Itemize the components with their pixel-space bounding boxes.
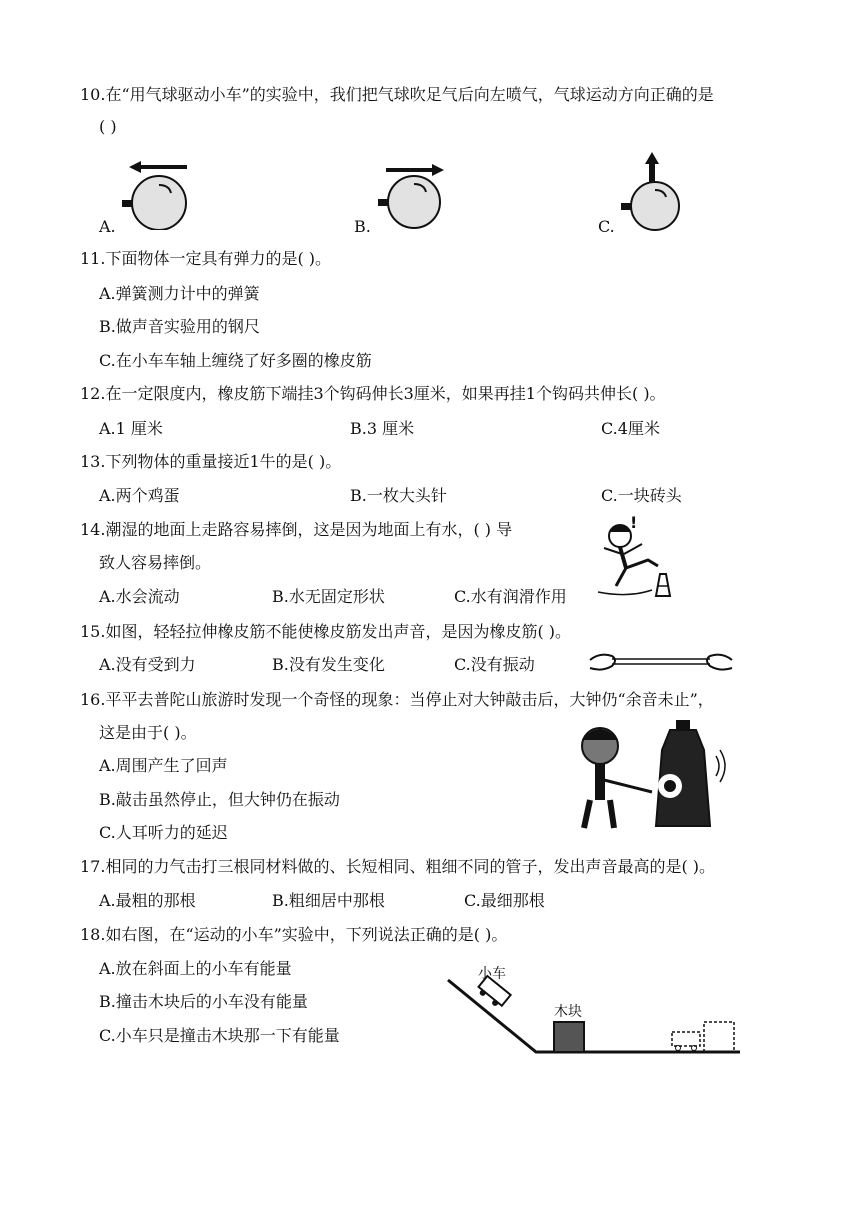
q12-option-b: B.3 厘米	[350, 419, 415, 438]
q16-option-a: A.周围产生了回声	[99, 756, 228, 775]
q18-stem: 18.如右图，在“运动的小车”实验中，下列说法正确的是( )。	[80, 925, 508, 944]
q17-option-c: C.最细那根	[464, 891, 545, 910]
arrow-right-icon	[386, 164, 444, 176]
q10-answer-blank: ( )	[99, 117, 117, 136]
q17-option-a: A.最粗的那根	[99, 891, 196, 910]
q14-stem-line1: 14.潮湿的地面上走路容易摔倒，这是因为地面上有水，( ) 导	[80, 520, 513, 539]
q13-option-a: A.两个鸡蛋	[99, 486, 180, 505]
moving-car-experiment-illustration	[446, 960, 744, 1056]
slipping-person-illustration	[592, 508, 672, 600]
q17-stem: 17.相同的力气击打三根同材料做的、长短相同、粗细不同的管子，发出声音最高的是( )。	[80, 857, 716, 876]
q17-option-b: B.粗细居中那根	[272, 891, 385, 910]
q10-stem-line1: 10.在“用气球驱动小车”的实验中，我们把气球吹足气后向左喷气，气球运动方向正确的是	[80, 85, 714, 104]
q16-option-c: C.人耳听力的延迟	[99, 823, 228, 842]
q18-option-c: C.小车只是撞击木块那一下有能量	[99, 1026, 340, 1045]
balloon-figure-b	[372, 158, 452, 230]
q15-option-a: A.没有受到力	[99, 655, 196, 674]
q15-stem: 15.如图，轻轻拉伸橡皮筋不能使橡皮筋发出声音，是因为橡皮筋( )。	[80, 622, 572, 641]
q13-option-b: B.一枚大头针	[350, 486, 447, 505]
q14-option-b: B.水无固定形状	[272, 587, 385, 606]
q13-stem: 13.下列物体的重量接近1牛的是( )。	[80, 452, 342, 471]
q10-option-a: A.	[99, 217, 116, 236]
q10-option-c: C.	[598, 217, 615, 236]
block-label: 木块	[554, 1004, 582, 1020]
q15-option-c: C.没有振动	[454, 655, 535, 674]
q12-option-a: A.1 厘米	[99, 419, 163, 438]
arrow-up-icon	[645, 152, 659, 182]
wood-block	[554, 1022, 584, 1052]
q13-option-c: C.一块砖头	[601, 486, 682, 505]
q11-option-a: A.弹簧测力计中的弹簧	[99, 284, 260, 303]
q12-option-c: C.4厘米	[601, 419, 660, 438]
q11-stem: 11.下面物体一定具有弹力的是( )。	[80, 249, 332, 268]
arrow-left-icon	[129, 161, 187, 173]
q14-option-a: A.水会流动	[99, 587, 180, 606]
q10-option-b: B.	[354, 217, 371, 236]
q14-stem-line2: 致人容易摔倒。	[99, 553, 212, 572]
svg-text:!: !	[630, 513, 638, 532]
balloon-figure-c	[617, 150, 692, 232]
q12-stem: 12.在一定限度内，橡皮筋下端挂3个钩码伸长3厘米，如果再挂1个钩码共伸长( )。	[80, 384, 666, 403]
q11-option-b: B.做声音实验用的钢尺	[99, 317, 260, 336]
q18-option-a: A.放在斜面上的小车有能量	[99, 959, 292, 978]
q16-stem-line2: 这是由于( )。	[99, 723, 197, 742]
q18-option-b: B.撞击木块后的小车没有能量	[99, 992, 308, 1011]
q16-option-b: B.敲击虽然停止，但大钟仍在振动	[99, 790, 340, 809]
q15-option-b: B.没有发生变化	[272, 655, 385, 674]
q11-option-c: C.在小车车轴上缠绕了好多圈的橡皮筋	[99, 351, 372, 370]
balloon-figure-a	[115, 155, 195, 230]
bell-striking-illustration	[570, 716, 730, 832]
q16-stem-line1: 16.平平去普陀山旅游时发现一个奇怪的现象：当停止对大钟敲击后，大钟仍“余音未止”，	[80, 690, 714, 709]
q14-option-c: C.水有润滑作用	[454, 587, 567, 606]
rubber-band-stretch-illustration	[588, 646, 734, 682]
car-label: 小车	[478, 966, 506, 982]
